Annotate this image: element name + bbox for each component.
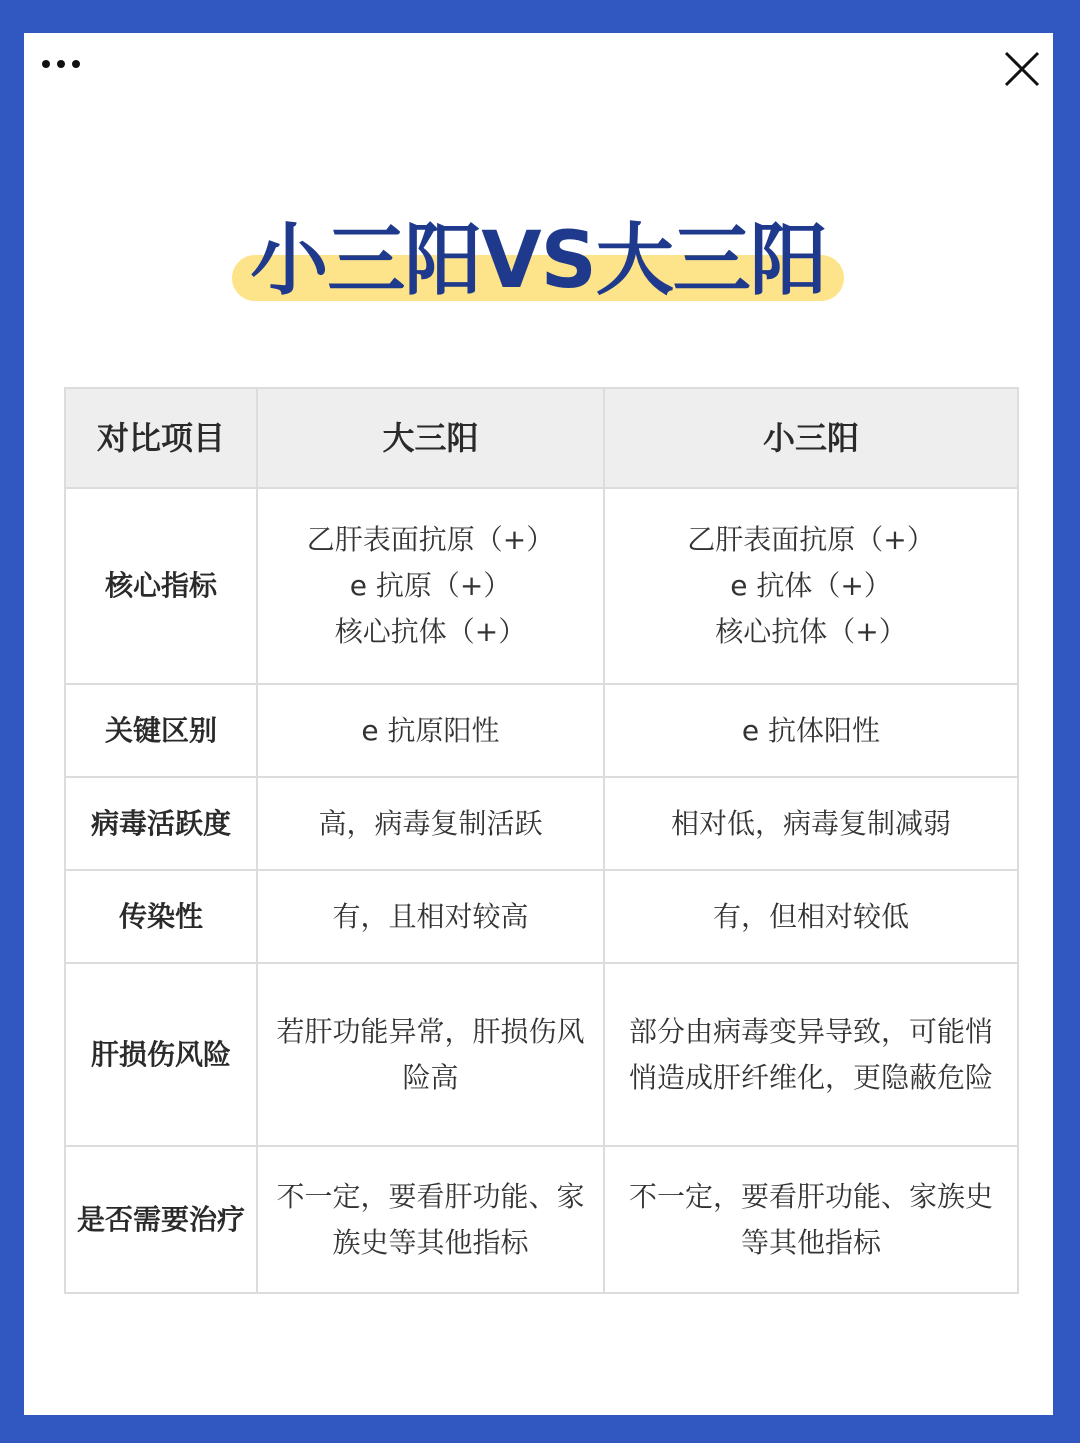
row-cell-col1 <box>257 870 604 963</box>
cell-text: 乙肝表面抗原（+） <box>306 523 555 556</box>
cell-text: 族史等其他指标 <box>332 1225 529 1259</box>
cell-text: 险高 <box>402 1060 459 1094</box>
table-row <box>65 1146 1018 1293</box>
row-label: 肝损伤风险 <box>65 963 257 1146</box>
cell-text: 悄造成肝纤维化，更隐蔽危险 <box>628 1060 993 1094</box>
cell-text: 不一定，要看肝功能、家 <box>276 1179 585 1213</box>
row-cell-col2 <box>604 963 1018 1146</box>
cell-text: 有，且相对较高 <box>332 899 529 933</box>
cell-text: 高，病毒复制活跃 <box>318 806 543 840</box>
table-row <box>65 870 1018 963</box>
row-cell-col2 <box>604 870 1018 963</box>
cell-text: 有，但相对较低 <box>712 899 909 933</box>
cell-text: 核心抗体（+） <box>715 615 907 648</box>
content-card <box>24 33 1053 1415</box>
row-cell-col1 <box>257 1146 604 1293</box>
row-label: 核心指标 <box>65 488 257 684</box>
table-header-row <box>65 388 1018 488</box>
table-row <box>65 777 1018 870</box>
row-label: 关键区别 <box>65 684 257 777</box>
cell-text: 不一定，要看肝功能、家族史 <box>628 1179 993 1213</box>
title-area <box>24 211 1053 321</box>
cell-text: e 抗原阳性 <box>361 713 500 747</box>
close-icon[interactable] <box>1000 47 1044 91</box>
header-col1: 大三阳 <box>257 388 604 488</box>
table-row <box>65 963 1018 1146</box>
cell-text: e 抗体阳性 <box>741 713 881 747</box>
cell-text: 等其他指标 <box>740 1225 881 1259</box>
more-dots-icon[interactable] <box>40 58 84 70</box>
row-cell-col2 <box>604 1146 1018 1293</box>
cell-text: e 抗体（+） <box>730 569 892 602</box>
row-cell-col2 <box>604 488 1018 684</box>
cell-text: 部分由病毒变异导致，可能悄 <box>628 1014 993 1048</box>
table-row <box>65 488 1018 684</box>
row-label: 是否需要治疗 <box>65 1146 257 1293</box>
table-row <box>65 684 1018 777</box>
row-cell-col1 <box>257 777 604 870</box>
cell-text: 核心抗体（+） <box>334 615 527 648</box>
row-cell-col2 <box>604 684 1018 777</box>
cell-text: e 抗原（+） <box>349 569 512 602</box>
row-label: 传染性 <box>65 870 257 963</box>
header-col2: 小三阳 <box>604 388 1018 488</box>
row-cell-col1 <box>257 488 604 684</box>
cell-text: 相对低，病毒复制减弱 <box>670 806 951 840</box>
row-cell-col2 <box>604 777 1018 870</box>
header-item: 对比项目 <box>65 388 257 488</box>
page-title: 小三阳VS大三阳 <box>250 216 827 306</box>
row-cell-col1 <box>257 684 604 777</box>
row-cell-col1 <box>257 963 604 1146</box>
cell-text: 若肝功能异常，肝损伤风 <box>276 1014 585 1048</box>
comparison-table <box>64 387 1019 1294</box>
cell-text: 乙肝表面抗原（+） <box>687 523 935 556</box>
row-label: 病毒活跃度 <box>65 777 257 870</box>
